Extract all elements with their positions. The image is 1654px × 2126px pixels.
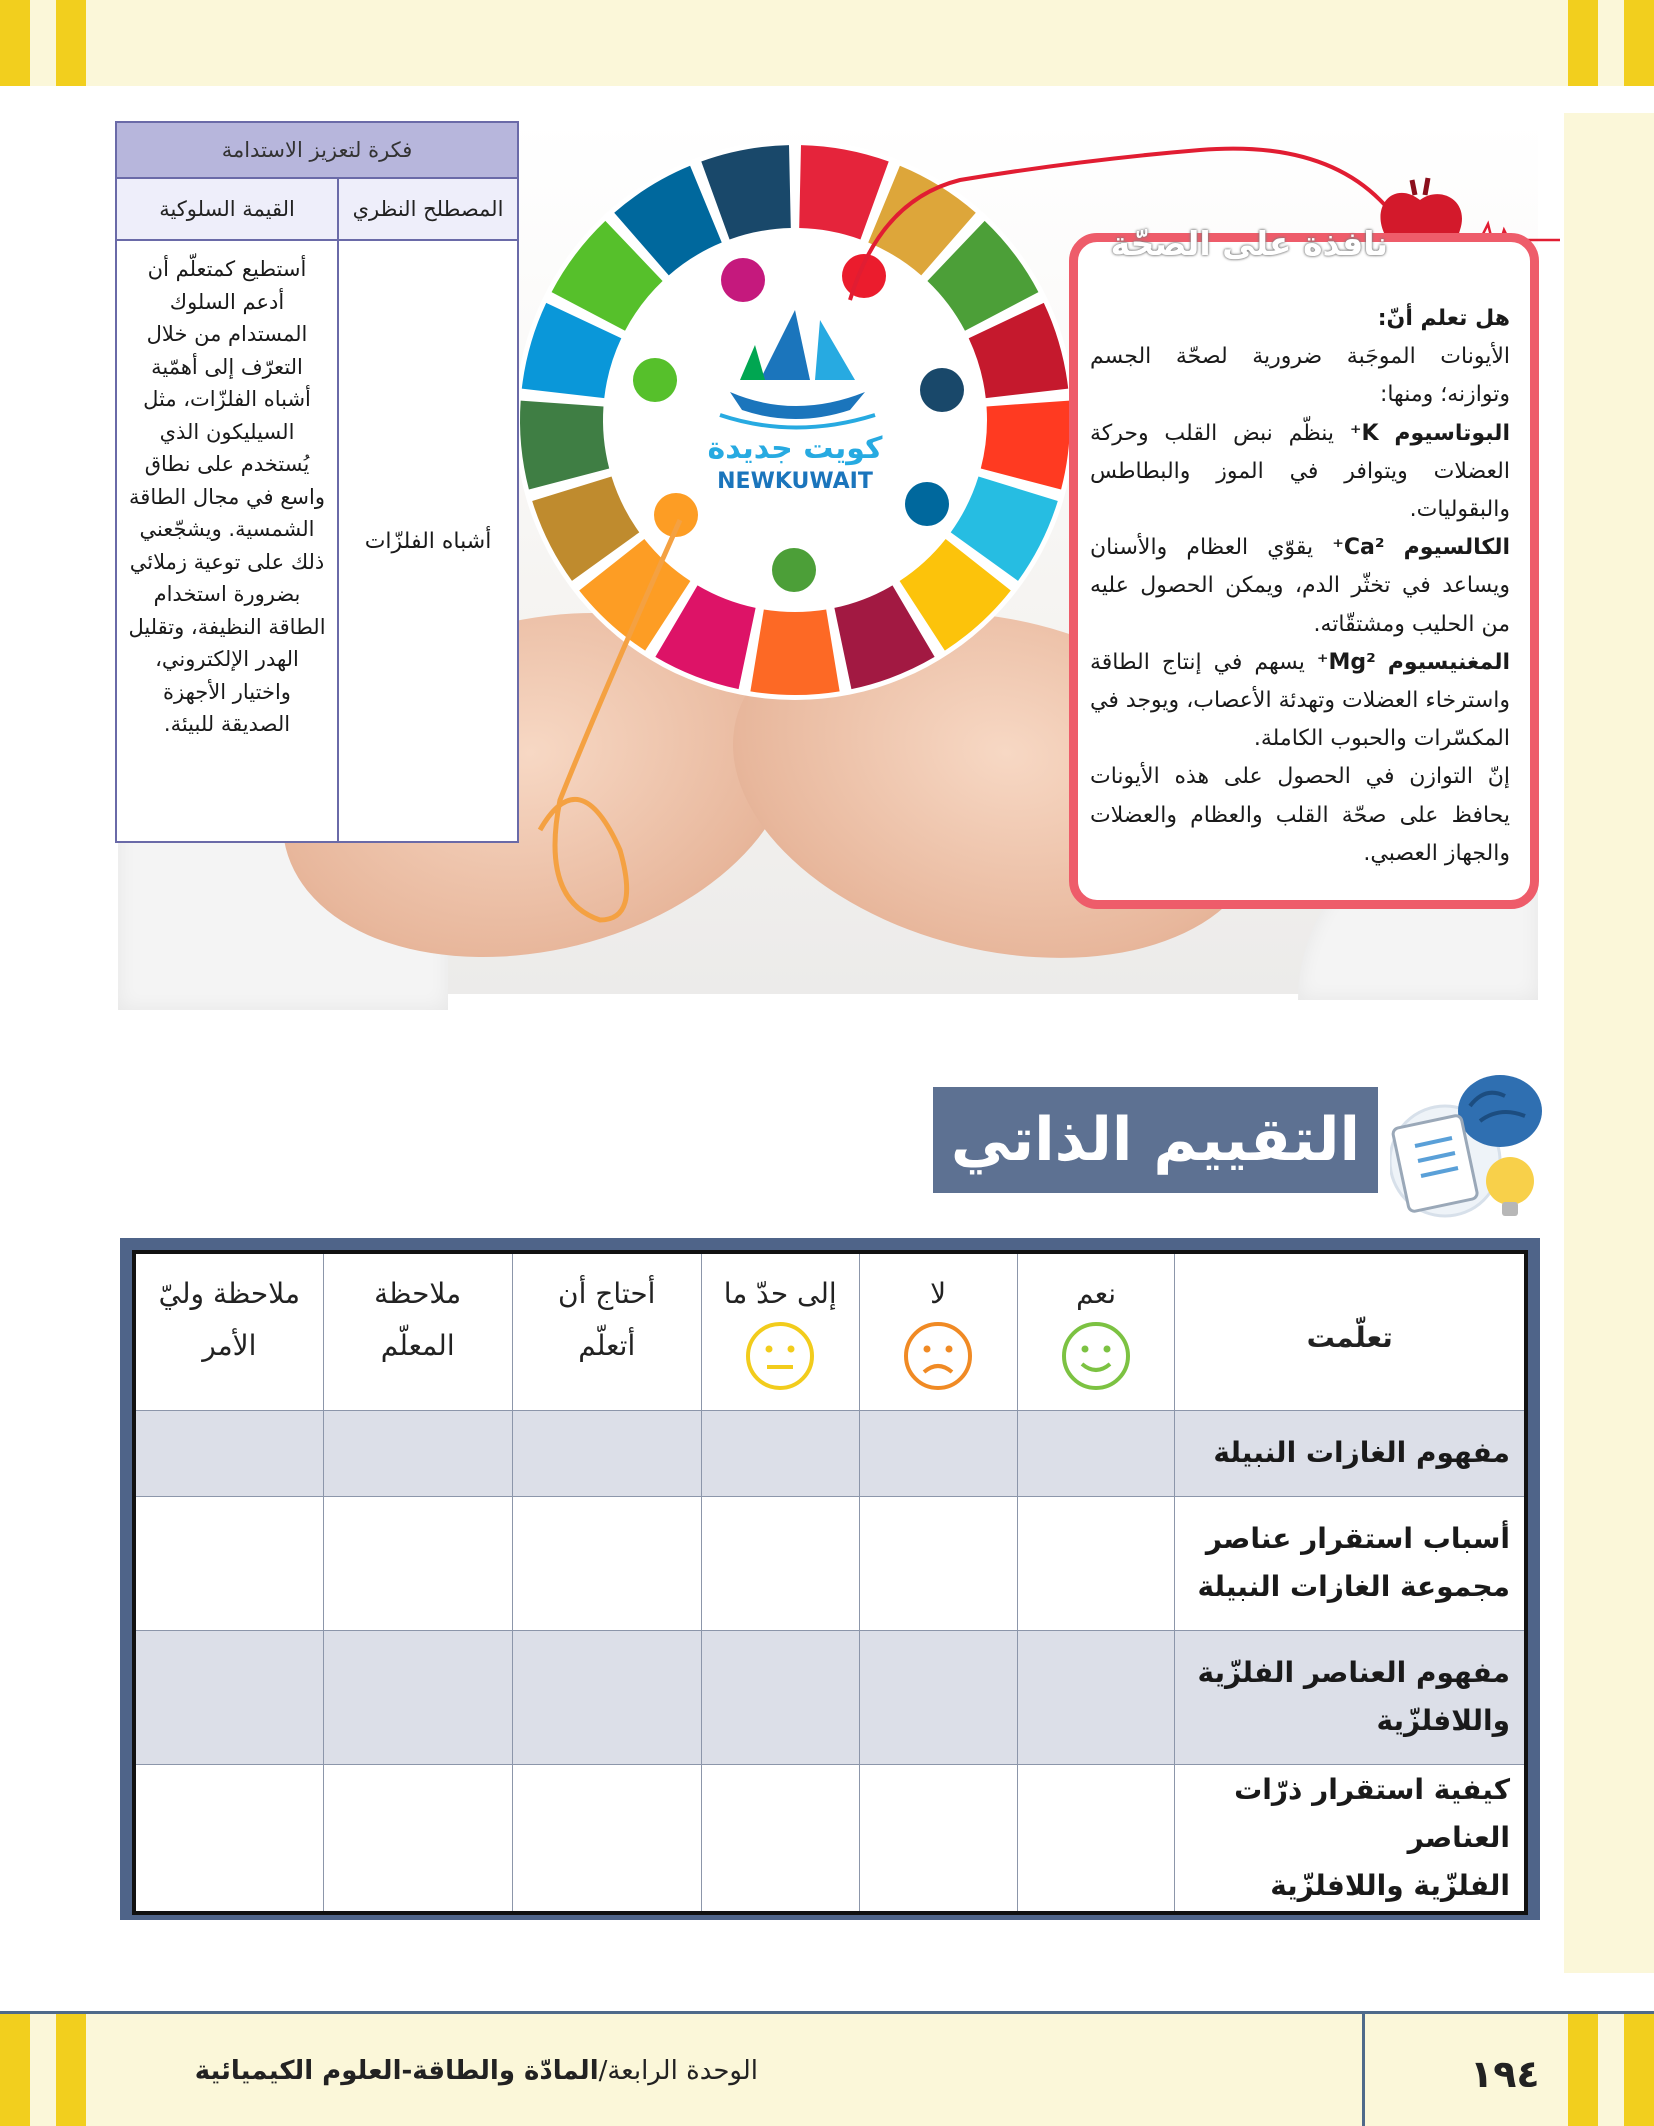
cell-need-learn[interactable] xyxy=(512,1410,701,1496)
need-learn-line2: أتعلّم xyxy=(578,1329,636,1362)
table-header-row xyxy=(134,1252,1526,1410)
no-label: لا xyxy=(930,1277,947,1310)
cell-need-learn[interactable] xyxy=(512,1630,701,1764)
column-header-no xyxy=(859,1252,1017,1410)
cell-teacher-note[interactable] xyxy=(323,1496,512,1630)
cell-somewhat[interactable] xyxy=(701,1630,859,1764)
logo-english: NEWKUWAIT xyxy=(717,469,873,494)
row-topic-line2: مجموعة الغازات النبيلة xyxy=(1197,1570,1510,1603)
column-header-learned: تعلّمت xyxy=(1175,1252,1526,1410)
cell-yes[interactable] xyxy=(1017,1764,1175,1913)
logo-arabic: كويت جديدة xyxy=(707,431,883,466)
cell-parent-note[interactable] xyxy=(134,1410,323,1496)
teacher-line1: ملاحظة xyxy=(374,1277,462,1310)
sad-face-icon xyxy=(902,1320,974,1392)
health-window-title: نافذة على الصحّة xyxy=(1110,224,1388,263)
health-conclusion: إنّ التوازن في الحصول على هذه الأيونات يحافظ على صحّة القلب والعظام والعضلات والجهاز العصبي. xyxy=(1090,764,1510,866)
calcium-symbol: Ca²⁺ xyxy=(1332,535,1385,561)
column-header-somewhat xyxy=(701,1252,859,1410)
cell-no[interactable] xyxy=(859,1496,1017,1630)
row-topic xyxy=(1175,1496,1526,1630)
health-window-text xyxy=(1090,300,1510,873)
magnesium-text: يسهم في إنتاج الطاقة واسترخاء العضلات وتهدئة الأعصاب، ويوجد في المكسّرات والحبوب الكاملة. xyxy=(1090,649,1510,752)
cell-parent-note[interactable] xyxy=(134,1764,323,1913)
magnesium-name: المغنيسيوم xyxy=(1387,649,1510,675)
teacher-line2: المعلّم xyxy=(380,1329,455,1362)
cell-no[interactable] xyxy=(859,1630,1017,1764)
column-term: المصطلح النظري xyxy=(337,179,517,239)
row-topic-line2: الفلزّية واللافلزّية xyxy=(1270,1868,1510,1902)
cell-parent-note[interactable] xyxy=(134,1496,323,1630)
table-row xyxy=(134,1764,1526,1913)
column-value: القيمة السلوكية xyxy=(159,197,295,221)
footer-unit-title xyxy=(138,2056,758,2086)
row-topic xyxy=(1175,1410,1526,1496)
calcium-name: الكالسيوم xyxy=(1403,535,1511,561)
row-topic-line1: كيفية استقرار ذرّات العناصر xyxy=(1234,1772,1510,1854)
checklist-brain-icon xyxy=(1390,1066,1550,1226)
row-topic xyxy=(1175,1764,1526,1913)
need-learn-line1: أحتاج أن xyxy=(558,1277,656,1310)
row-topic-line2: واللافلزّية xyxy=(1376,1704,1510,1737)
footer-stripe-right xyxy=(1568,2014,1598,2126)
footer-unit: الوحدة الرابعة/ xyxy=(598,2056,758,2086)
row-topic-line1: أسباب استقرار عناصر xyxy=(1205,1522,1510,1555)
row-topic-line1: مفهوم العناصر الفلزّية xyxy=(1197,1656,1510,1689)
footer-stripe-left-2 xyxy=(56,2014,86,2126)
sustainability-table xyxy=(115,121,519,843)
cell-yes[interactable] xyxy=(1017,1410,1175,1496)
cell-no[interactable] xyxy=(859,1410,1017,1496)
cell-yes[interactable] xyxy=(1017,1630,1175,1764)
neutral-face-icon xyxy=(744,1320,816,1392)
row-topic-line1: مفهوم الغازات النبيلة xyxy=(1213,1436,1510,1469)
table-row xyxy=(134,1410,1526,1496)
sustainability-header: فكرة لتعزيز الاستدامة xyxy=(117,123,517,179)
potassium-text: ينظّم نبض القلب وحركة العضلات ويتوافر في الموز والبطاطس والبقوليات. xyxy=(1090,420,1510,523)
yes-label: نعم xyxy=(1076,1277,1116,1310)
footer-stripe-left xyxy=(0,2014,30,2126)
footer-stripe-right-2 xyxy=(1624,2014,1654,2126)
column-header-yes xyxy=(1017,1252,1175,1410)
footer-title: المادّة والطاقة-العلوم الكيميائية xyxy=(194,2056,599,2086)
cell-need-learn[interactable] xyxy=(512,1764,701,1913)
column-header-parent-note xyxy=(134,1252,323,1410)
cell-teacher-note[interactable] xyxy=(323,1630,512,1764)
potassium-symbol: K⁺ xyxy=(1349,420,1379,446)
cell-somewhat[interactable] xyxy=(701,1496,859,1630)
column-header-need-to-learn xyxy=(512,1252,701,1410)
somewhat-label: إلى حدّ ما xyxy=(723,1277,837,1310)
page-number: ١٩٤ xyxy=(1470,2052,1540,2096)
cell-somewhat[interactable] xyxy=(701,1764,859,1913)
self-assessment-title: التقييم الذاتي xyxy=(933,1087,1378,1193)
sustainability-column-headers xyxy=(117,179,517,241)
cell-parent-note[interactable] xyxy=(134,1630,323,1764)
cell-need-learn[interactable] xyxy=(512,1496,701,1630)
column-header-teacher-note xyxy=(323,1252,512,1410)
cell-teacher-note[interactable] xyxy=(323,1410,512,1496)
self-assessment-table xyxy=(132,1250,1528,1915)
footer-divider xyxy=(1362,2014,1365,2126)
table-row xyxy=(134,1630,1526,1764)
parent-line2: الأمر xyxy=(202,1329,257,1362)
calcium-text: يقوّي العظام والأسنان ويساعد في تخثّر الدم، ويمكن الحصول عليه من الحليب ومشتقّاته. xyxy=(1090,535,1510,637)
smile-face-icon xyxy=(1060,1320,1132,1392)
magnesium-symbol: Mg²⁺ xyxy=(1316,649,1376,675)
health-paragraph-1: الأيونات الموجَبة ضرورية لصحّة الجسم وتوازنه؛ ومنها: xyxy=(1090,344,1510,408)
value-cell: أستطيع كمتعلّم أن أدعم السلوك المستدام من خلال التعرّف إلى أهمّية أشباه الفلزّات، مثل السيليكون الذي يُستخدم على نطاق واسع في مجال الطاقة الشمسية. ويشجّعني ذلك على توعية زملائي بضرورة استخدام الطاقة النظيفة، وتقليل الهدر الإلكتروني، واختيار الأجهزة الصديقة للبيئة. xyxy=(128,257,326,736)
health-intro: هل تعلم أنّ: xyxy=(1377,306,1510,331)
sustainability-body xyxy=(117,241,517,841)
cell-somewhat[interactable] xyxy=(701,1410,859,1496)
term-cell: أشباه الفلزّات xyxy=(337,241,517,841)
parent-line1: ملاحظة وليّ xyxy=(158,1277,300,1310)
potassium-name: البوتاسيوم xyxy=(1394,420,1510,446)
cell-teacher-note[interactable] xyxy=(323,1764,512,1913)
self-assessment-table-frame xyxy=(120,1238,1540,1920)
cell-yes[interactable] xyxy=(1017,1496,1175,1630)
table-row xyxy=(134,1496,1526,1630)
row-topic xyxy=(1175,1630,1526,1764)
cell-no[interactable] xyxy=(859,1764,1017,1913)
